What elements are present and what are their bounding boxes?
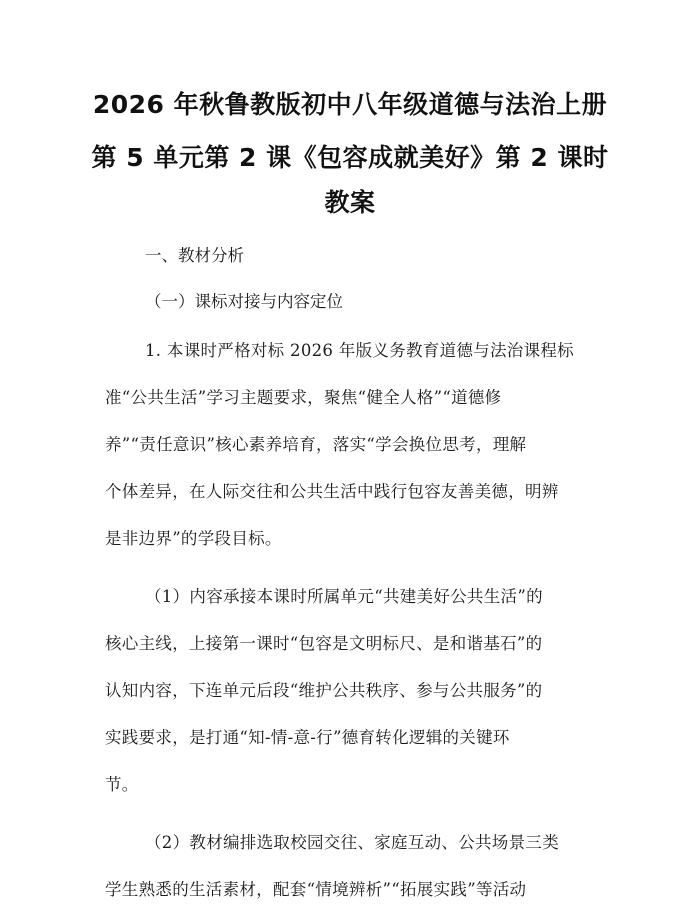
paragraph-2-line-2: 核心主线，上接第一课时“包容是文明标尺、是和谐基石”的 bbox=[105, 634, 543, 653]
paragraph-3-line-1: （2）教材编排选取校园交往、家庭互动、公共场景三类 bbox=[145, 833, 559, 852]
paragraph-1-line-3: 养”“责任意识”核心素养培育，落实“学会换位思考，理解 bbox=[105, 435, 527, 454]
paragraph-2-line-3: 认知内容，下连单元后段“维护公共秩序、参与公共服务”的 bbox=[105, 681, 543, 700]
paragraph-1-line-4: 个体差异，在人际交往和公共生活中践行包容友善美德，明辨 bbox=[105, 482, 559, 501]
section-heading-textbook-analysis: 一、教材分析 bbox=[145, 246, 244, 265]
paragraph-2-line-1: （1）内容承接本课时所属单元“共建美好公共生活”的 bbox=[145, 587, 543, 606]
paragraph-2-line-5: 节。 bbox=[105, 775, 139, 794]
document-title-line-1: 2026 年秋鲁教版初中八年级道德与法治上册 bbox=[92, 90, 608, 119]
paragraph-1-line-5: 是非边界”的学段目标。 bbox=[105, 529, 282, 548]
paragraph-2-line-4: 实践要求，是打通“知-情-意-行”德育转化逻辑的关键环 bbox=[105, 728, 510, 747]
document-title-line-2: 第 5 单元第 2 课《包容成就美好》第 2 课时 bbox=[91, 143, 609, 172]
document-title-line-3: 教案 bbox=[324, 188, 376, 217]
paragraph-1-line-1: 1. 本课时严格对标 2026 年版义务教育道德与法治课程标 bbox=[145, 341, 574, 360]
subsection-heading-curriculum-alignment: （一）课标对接与内容定位 bbox=[145, 292, 343, 311]
paragraph-1-line-2: 准“公共生活”学习主题要求，聚焦“健全人格”“道德修 bbox=[105, 388, 502, 407]
paragraph-3-line-2: 学生熟悉的生活素材，配套“情境辨析”“拓展实践”等活动 bbox=[105, 880, 527, 899]
